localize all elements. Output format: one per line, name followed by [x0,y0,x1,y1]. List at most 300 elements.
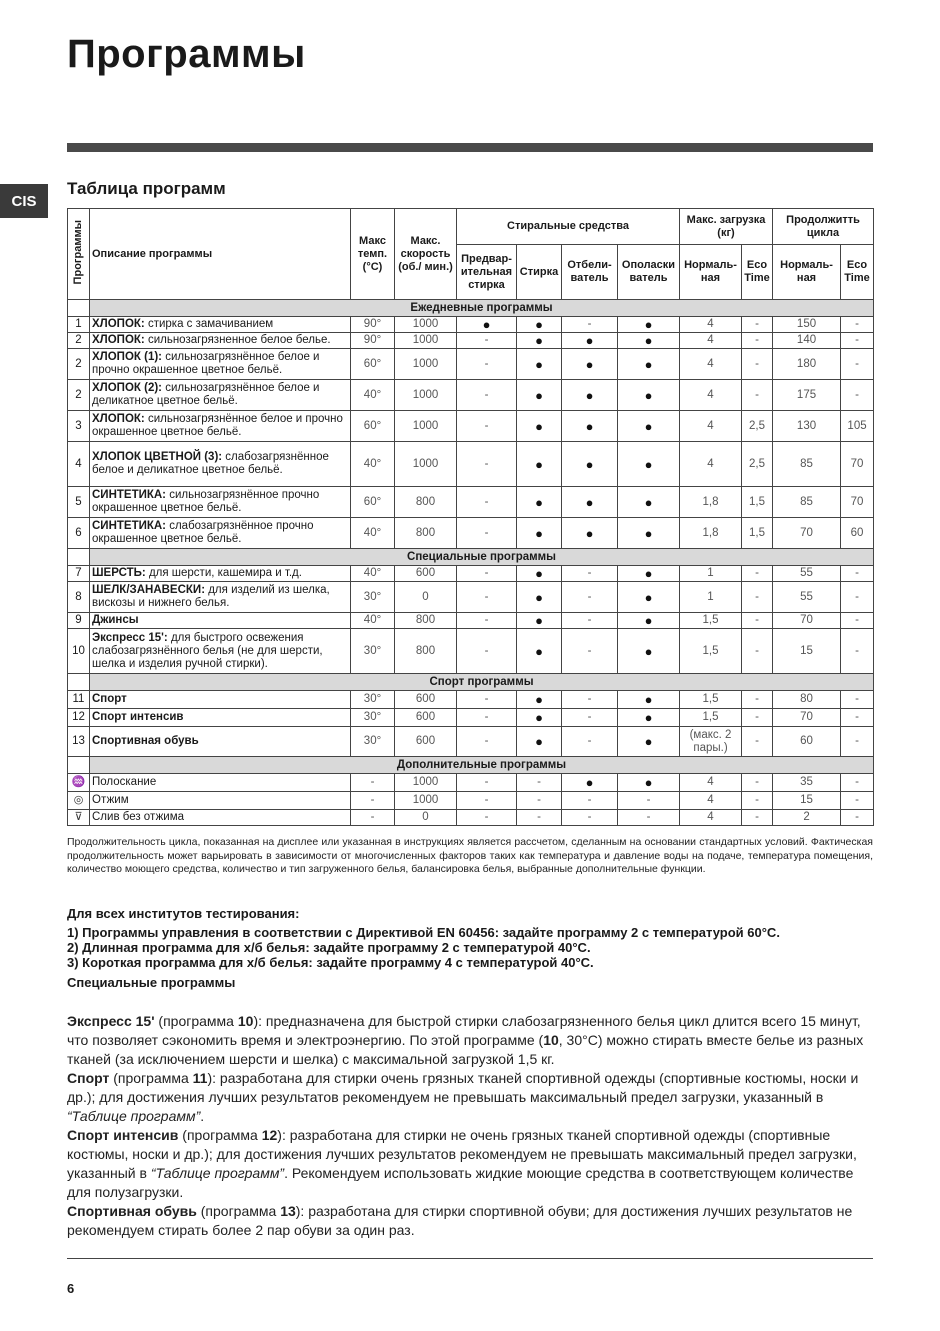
col-max-speed: Макс. скорость (об./ мин.) [395,209,457,300]
cell-temp: 30° [351,709,395,727]
program-text: для изделий из шелка, вискозы и нижнего белья. [92,584,330,609]
program-number: 10 [68,629,90,674]
cell-temp: 40° [351,613,395,629]
table-row [68,380,874,411]
col-max-temp: Макс темп. (°C) [351,209,395,300]
cell-wash: ● [517,709,562,727]
cell-speed: 600 [395,566,457,582]
program-text: для шерсти, кашемира и т.д. [145,567,302,579]
testing-item: 1) Программы управления в соответствии с Директивой EN 60456: задайте программу 2 с температурой 60°C. [67,925,780,940]
page-number: 6 [67,1281,75,1296]
table-row [68,566,874,582]
cell-load-eco: - [742,629,773,674]
cell-temp: 60° [351,487,395,518]
table-row [68,349,874,380]
cell-dur: 35 [773,774,841,792]
cell-bleach: - [562,317,618,333]
program-number: 2 [68,380,90,411]
cell-bleach: - [562,582,618,613]
cell-wash: ● [517,442,562,487]
paragraph-sport-intensive: Спорт интенсив (программа 12): разработана для стирки не очень грязных тканей спортивной одежды (спортивные костюмы, носки и др.); для достижения лучших результатов рекомендуем не превышать максимальный предел загрузки, указанный в “Таблице программ”. Рекомендуем использовать жидкие моющие средства в соответствующем количестве для полузагрузки. [67,1127,857,1200]
cell-dur-eco: - [841,727,874,757]
cell-load-eco: 1,5 [742,487,773,518]
program-description [90,810,351,826]
cell-speed: 800 [395,629,457,674]
cell-load: 4 [680,317,742,333]
program-name: СИНТЕТИКА: [92,520,167,532]
program-name: ШЕРСТЬ: [92,567,146,579]
program-name: Джинсы [92,614,139,626]
cell-load-eco: - [742,582,773,613]
cell-speed: 600 [395,727,457,757]
cell-pre: - [457,487,517,518]
cell-load: 4 [680,333,742,349]
program-text: сильнозагрязнённое белое и прочно окрашенное цветное бельё. [92,351,320,376]
cell-pre: - [457,727,517,757]
cell-dur-eco: - [841,349,874,380]
program-name: Спорт интенсив [92,711,184,723]
cell-dur-eco: - [841,582,874,613]
special-heading: Специальные программы [67,975,236,990]
cell-bleach: ● [562,349,618,380]
cell-wash: ● [517,411,562,442]
cell-dur: 70 [773,709,841,727]
cell-dur: 180 [773,349,841,380]
cell-load: 4 [680,411,742,442]
program-description [90,792,351,810]
cell-bleach: ● [562,442,618,487]
cell-temp: 30° [351,727,395,757]
program-description [90,333,351,349]
table-row [68,442,874,487]
cell-bleach: - [562,727,618,757]
duration-note: Продолжительность цикла, показанная на дисплее или указанная в инструкциях является рассчетом, сделанным на основании стандартных условий. Фактическая продолжительность может варьировать в зависимости от многочисленных факторов таких как температура и давление воды на подаче, температура помещения, количество моющего средства, количество и тип загруженного белья, балансировка белья, выбранные дополнительные функции. [67,836,873,875]
cell-dur: 85 [773,442,841,487]
program-description [90,566,351,582]
col-description: Описание программы [90,209,351,300]
cell-speed: 1000 [395,349,457,380]
cell-pre: - [457,380,517,411]
paragraph-sport-shoes: Спортивная обувь (программа 13): разработана для стирки спортивной обуви; для достижения лучших результатов не рекомендуем стирать более 2 пар обуви за один раз. [67,1203,853,1238]
cell-soft: ● [618,411,680,442]
cell-bleach: - [562,810,618,826]
testing-item: 3) Короткая программа для х/б белья: задайте программу 4 с температурой 40°C. [67,955,594,970]
cell-temp: 30° [351,691,395,709]
program-number: 6 [68,518,90,549]
cell-pre: - [457,442,517,487]
cell-soft: ● [618,487,680,518]
cell-dur-eco: - [841,380,874,411]
program-number: 5 [68,487,90,518]
section-header: Спорт программы [90,674,874,691]
program-name: ХЛОПОК: [92,413,145,425]
cell-pre: - [457,691,517,709]
program-description [90,487,351,518]
cell-load-eco: - [742,380,773,411]
cell-speed: 800 [395,613,457,629]
cell-speed: 800 [395,518,457,549]
top-rule [67,143,873,152]
cell-dur: 140 [773,333,841,349]
cell-wash: ● [517,349,562,380]
cell-load-eco: - [742,349,773,380]
cell-bleach: ● [562,411,618,442]
cell-wash: ● [517,582,562,613]
cell-bleach: - [562,629,618,674]
program-text: Слив без отжима [92,811,185,823]
cell-soft: ● [618,691,680,709]
cell-soft: ● [618,442,680,487]
cell-pre: - [457,774,517,792]
program-number: 9 [68,613,90,629]
cell-load-eco: - [742,333,773,349]
program-description [90,774,351,792]
cell-wash: ● [517,518,562,549]
cell-speed: 0 [395,582,457,613]
cell-dur-eco: - [841,709,874,727]
cell-load: 4 [680,792,742,810]
cell-load: 4 [680,442,742,487]
program-number: 8 [68,582,90,613]
table-row [68,792,874,810]
cell-wash: ● [517,613,562,629]
program-name: ХЛОПОК ЦВЕТНОЙ (3): [92,451,223,463]
table-row [68,582,874,613]
col-max-load: Макс. загрузка (кг) [680,209,773,245]
section-header: Ежедневные программы [90,300,874,317]
cell-dur-eco: 70 [841,487,874,518]
program-name: ХЛОПОК (1): [92,351,162,363]
col-softener: Ополаски ватель [618,245,680,300]
cell-wash: ● [517,333,562,349]
cell-dur: 85 [773,487,841,518]
cell-pre: - [457,629,517,674]
cell-dur: 2 [773,810,841,826]
program-name: Спортивная обувь [92,735,199,747]
cell-dur-eco: - [841,691,874,709]
cell-speed: 1000 [395,380,457,411]
cell-pre: - [457,709,517,727]
programs-table [67,208,874,826]
cell-wash: ● [517,380,562,411]
cell-soft: ● [618,317,680,333]
language-tab: CIS [0,184,48,218]
program-text: сильнозагрязненное белое белье. [144,334,331,346]
table-row [68,691,874,709]
cell-bleach: - [562,613,618,629]
section-spacer [68,674,90,691]
program-description [90,629,351,674]
cell-load-eco: - [742,774,773,792]
special-programs-text [67,1012,873,1240]
col-programs: Программы [68,209,90,300]
cell-dur-eco: - [841,317,874,333]
cell-dur-eco: 105 [841,411,874,442]
table-row [68,487,874,518]
cell-temp: 40° [351,380,395,411]
cell-speed: 0 [395,810,457,826]
testing-list [67,925,780,970]
program-icon: ⊽ [68,810,90,826]
cell-pre: - [457,566,517,582]
section-spacer [68,757,90,774]
program-text: Полоскание [92,776,157,788]
col-duration: Продолжитть цикла [773,209,874,245]
program-text: слабозагрязнённое белое и деликатное цветное бельё. [92,451,329,476]
cell-bleach: ● [562,518,618,549]
cell-soft: ● [618,709,680,727]
cell-load: 1,8 [680,487,742,518]
program-name: ХЛОПОК: [92,334,145,346]
cell-speed: 1000 [395,411,457,442]
cell-load: 1,5 [680,629,742,674]
program-name: ХЛОПОК (2): [92,382,162,394]
cell-load-eco: - [742,613,773,629]
program-number: 2 [68,333,90,349]
cell-pre: - [457,792,517,810]
section-spacer [68,300,90,317]
cell-load: 4 [680,774,742,792]
cell-dur: 55 [773,566,841,582]
col-load-normal: Нормаль-ная [680,245,742,300]
section-header: Специальные программы [90,549,874,566]
cell-load: 4 [680,349,742,380]
cell-wash: - [517,792,562,810]
cell-bleach: ● [562,333,618,349]
cell-wash: ● [517,629,562,674]
cell-wash: ● [517,727,562,757]
cell-soft: ● [618,774,680,792]
cell-dur: 15 [773,792,841,810]
table-row [68,774,874,792]
program-number: 13 [68,727,90,757]
cell-dur: 150 [773,317,841,333]
cell-load: 4 [680,380,742,411]
cell-pre: - [457,613,517,629]
paragraph-sport: Спорт (программа 11): разработана для стирки очень грязных тканей спортивной одежды (спортивные костюмы, носки и др.); для достижения лучших результатов рекомендуем не превышать максимальный предел загрузки, указанный в “Таблице программ”. [67,1070,859,1124]
cell-pre: - [457,810,517,826]
program-number: 3 [68,411,90,442]
cell-load-eco: - [742,810,773,826]
cell-speed: 1000 [395,317,457,333]
cell-load-eco: - [742,317,773,333]
table-row [68,727,874,757]
cell-load: 1,5 [680,691,742,709]
cell-soft: ● [618,380,680,411]
cell-bleach: - [562,691,618,709]
cell-soft: ● [618,518,680,549]
cell-soft: ● [618,566,680,582]
cell-dur-eco: 70 [841,442,874,487]
cell-bleach: - [562,792,618,810]
program-description [90,442,351,487]
cell-temp: 40° [351,442,395,487]
program-text: сильнозагрязнённое белое и прочно окрашенное цветное бельё. [92,413,343,438]
cell-temp: 30° [351,582,395,613]
cell-load-eco: - [742,566,773,582]
cell-bleach: ● [562,380,618,411]
cell-load-eco: - [742,691,773,709]
table-row [68,317,874,333]
program-number: 11 [68,691,90,709]
cell-load-eco: - [742,727,773,757]
cell-soft: ● [618,727,680,757]
cell-speed: 800 [395,487,457,518]
cell-dur: 60 [773,727,841,757]
cell-dur-eco: - [841,613,874,629]
cell-wash: ● [517,566,562,582]
table-row [68,411,874,442]
cell-load-eco: - [742,792,773,810]
col-dur-normal: Нормаль-ная [773,245,841,300]
cell-bleach: ● [562,487,618,518]
section-header: Дополнительные программы [90,757,874,774]
cell-soft: ● [618,613,680,629]
cell-temp: 30° [351,629,395,674]
cell-load: 4 [680,810,742,826]
cell-pre: - [457,518,517,549]
cell-soft: - [618,792,680,810]
col-dur-eco: Eco Time [841,245,874,300]
program-name: Экспресс 15': [92,631,168,644]
cell-dur: 130 [773,411,841,442]
cell-temp: 90° [351,317,395,333]
program-description [90,380,351,411]
program-description [90,349,351,380]
cell-temp: 40° [351,566,395,582]
cell-load-eco: 2,5 [742,442,773,487]
cell-dur: 70 [773,613,841,629]
table-row [68,333,874,349]
col-prewash: Предвар-ительная стирка [457,245,517,300]
cell-pre: ● [457,317,517,333]
program-description [90,613,351,629]
cell-speed: 600 [395,709,457,727]
cell-load: 1,5 [680,709,742,727]
program-number: 2 [68,349,90,380]
cell-bleach: - [562,709,618,727]
cell-load: 1,5 [680,613,742,629]
program-text: Отжим [92,794,129,806]
cell-soft: - [618,810,680,826]
table-row [68,518,874,549]
cell-load: 1,8 [680,518,742,549]
cell-load: 1 [680,566,742,582]
program-description [90,411,351,442]
cell-temp: - [351,810,395,826]
table-title: Таблица программ [67,179,226,198]
cell-load-eco: - [742,709,773,727]
cell-temp: 60° [351,349,395,380]
section-spacer [68,549,90,566]
cell-dur: 55 [773,582,841,613]
cell-wash: ● [517,487,562,518]
cell-speed: 1000 [395,442,457,487]
cell-temp: - [351,792,395,810]
program-description [90,709,351,727]
cell-temp: - [351,774,395,792]
cell-load: (макс. 2 пары.) [680,727,742,757]
bottom-rule [67,1258,873,1259]
cell-soft: ● [618,333,680,349]
testing-item: 2) Длинная программа для х/б белья: задайте программу 2 с температурой 40°C. [67,940,591,955]
cell-dur: 70 [773,518,841,549]
program-text: сильнозагрязнённое белое и деликатное цветное бельё. [92,382,320,407]
cell-dur: 15 [773,629,841,674]
cell-load: 1 [680,582,742,613]
cell-soft: ● [618,582,680,613]
cell-dur-eco: - [841,792,874,810]
program-text: слабозагрязнённое прочно окрашенное цветное бельё. [92,520,314,545]
testing-heading: Для всех институтов тестирования: [67,906,300,921]
program-name: ХЛОПОК: [92,318,145,330]
cell-dur-eco: - [841,566,874,582]
program-description [90,727,351,757]
cell-pre: - [457,333,517,349]
col-bleach: Отбели-ватель [562,245,618,300]
program-number: 4 [68,442,90,487]
cell-speed: 600 [395,691,457,709]
table-row [68,629,874,674]
cell-dur-eco: - [841,629,874,674]
cell-wash: ● [517,691,562,709]
cell-pre: - [457,411,517,442]
cell-dur-eco: - [841,333,874,349]
program-description [90,582,351,613]
cell-dur: 175 [773,380,841,411]
cell-soft: ● [618,629,680,674]
program-description [90,691,351,709]
cell-pre: - [457,349,517,380]
program-name: ШЕЛК/ЗАНАВЕСКИ: [92,584,206,596]
program-name: СИНТЕТИКА: [92,489,167,501]
cell-wash: - [517,810,562,826]
cell-wash: - [517,774,562,792]
cell-temp: 60° [351,411,395,442]
program-number: 7 [68,566,90,582]
cell-dur-eco: 60 [841,518,874,549]
cell-speed: 1000 [395,333,457,349]
cell-load-eco: 1,5 [742,518,773,549]
cell-soft: ● [618,349,680,380]
page-title: Программы [67,32,306,76]
cell-dur-eco: - [841,774,874,792]
program-description [90,317,351,333]
cell-pre: - [457,582,517,613]
paragraph-express: Экспресс 15' (программа 10): предназначена для быстрой стирки слабозагрязненного белья цикл длится всего 15 минут, что позволяет сэкономить время и электроэнергию. По этой программе (10, 30°C) можно стирать вместе белье из разных тканей (за исключением шерсти и шелка) с максимальной загрузкой 1,5 кг. [67,1013,864,1067]
cell-dur: 80 [773,691,841,709]
program-icon: ♒ [68,774,90,792]
cell-temp: 40° [351,518,395,549]
cell-speed: 1000 [395,774,457,792]
cell-dur-eco: - [841,810,874,826]
program-text: сильнозагрязнённое прочно окрашенное цветное бельё. [92,489,320,514]
cell-speed: 1000 [395,792,457,810]
program-text: стирка с замачиванием [144,318,274,330]
cell-temp: 90° [351,333,395,349]
col-wash: Стирка [517,245,562,300]
table-row [68,810,874,826]
program-name: Спорт [92,693,127,705]
cell-wash: ● [517,317,562,333]
table-row [68,613,874,629]
program-text: для быстрого освежения слабозагрязнённого белья (не для шерсти, шелка и изделия ручной стирки). [92,631,323,670]
program-number: 12 [68,709,90,727]
program-number: 1 [68,317,90,333]
program-icon: ◎ [68,792,90,810]
cell-bleach: ● [562,774,618,792]
col-load-eco: Eco Time [742,245,773,300]
